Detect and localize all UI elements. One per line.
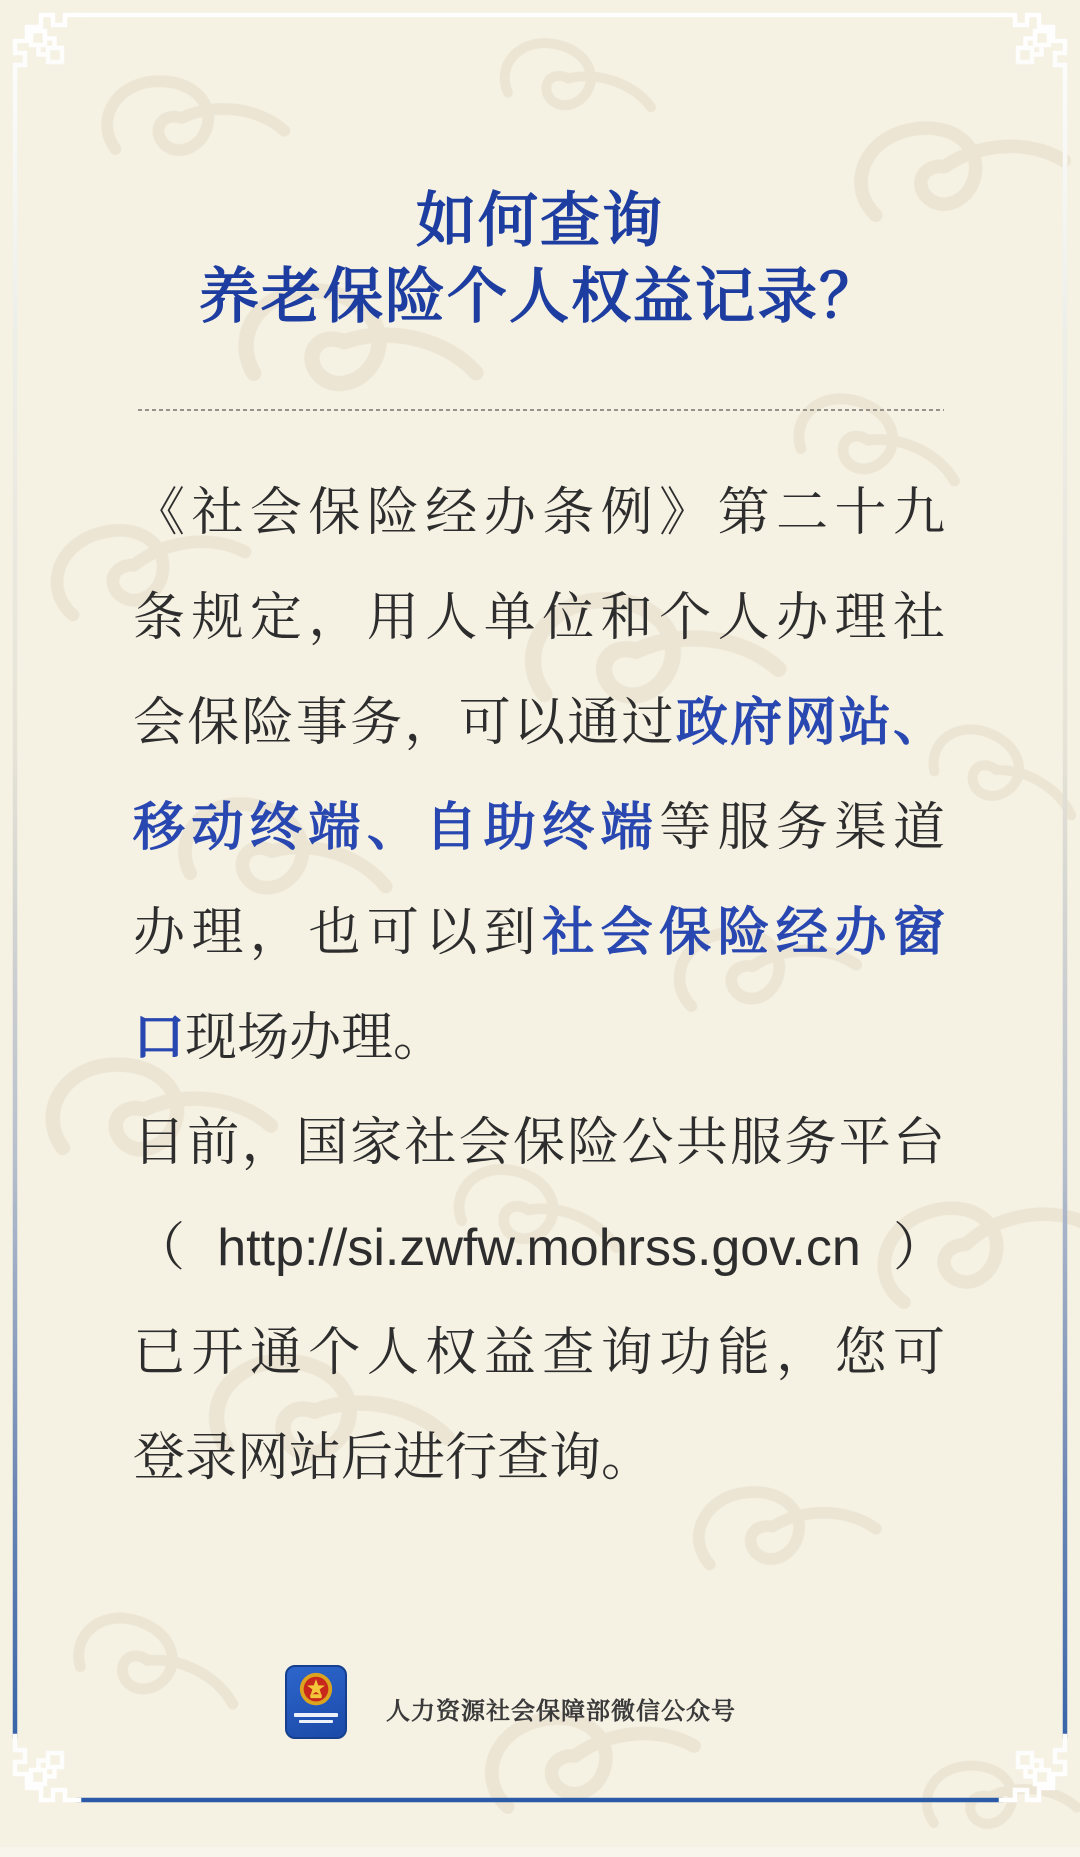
body-line — [133, 776, 945, 881]
highlighted-text: 政府网站、 — [675, 694, 945, 752]
bottom-edge-strip — [0, 1847, 1080, 1857]
logo-caption-bar — [299, 1720, 333, 1723]
footer-label: 人力资源社会保障部微信公众号 — [386, 1698, 736, 1725]
body-segment: 现场办理。 — [185, 1009, 446, 1067]
body-text — [133, 461, 945, 1511]
highlighted-text: 口 — [133, 1009, 186, 1067]
body-line — [133, 461, 945, 566]
body-line — [133, 671, 945, 776]
mohrss-logo — [285, 1665, 347, 1739]
body-line — [133, 1091, 945, 1196]
body-segment: 登录网站后进行查询。 — [133, 1429, 654, 1487]
body-segment: 会保险事务，可以通过 — [133, 694, 676, 752]
title-divider — [138, 409, 944, 411]
highlighted-text: 社会保险经办窗 — [542, 904, 945, 962]
poster-title — [0, 183, 1080, 335]
highlighted-text: 移动终端、自助终端 — [133, 799, 660, 857]
body-line — [133, 1406, 945, 1511]
body-segment: 已开通个人权益查询功能，您可 — [133, 1324, 945, 1382]
body-line — [133, 1301, 945, 1406]
body-segment: 办理，也可以到 — [133, 904, 543, 962]
body-line — [133, 986, 945, 1091]
title-line-2: 养老保险个人权益记录？ — [199, 264, 881, 330]
body-segment: （http://si.zwfw.mohrss.gov.cn） — [133, 1219, 945, 1277]
national-emblem-icon — [297, 1671, 335, 1709]
body-segment: 等服务渠道 — [659, 799, 945, 857]
body-segment: 目前，国家社会保险公共服务平台 — [133, 1114, 945, 1172]
body-segment: 条规定，用人单位和个人办理社 — [133, 589, 945, 647]
body-line — [133, 566, 945, 671]
logo-caption-bar — [294, 1713, 338, 1717]
title-line-1: 如何查询 — [416, 188, 664, 254]
body-segment: 《社会保险经办条例》第二十九 — [133, 484, 945, 542]
body-line — [133, 881, 945, 986]
body-line — [133, 1196, 945, 1301]
